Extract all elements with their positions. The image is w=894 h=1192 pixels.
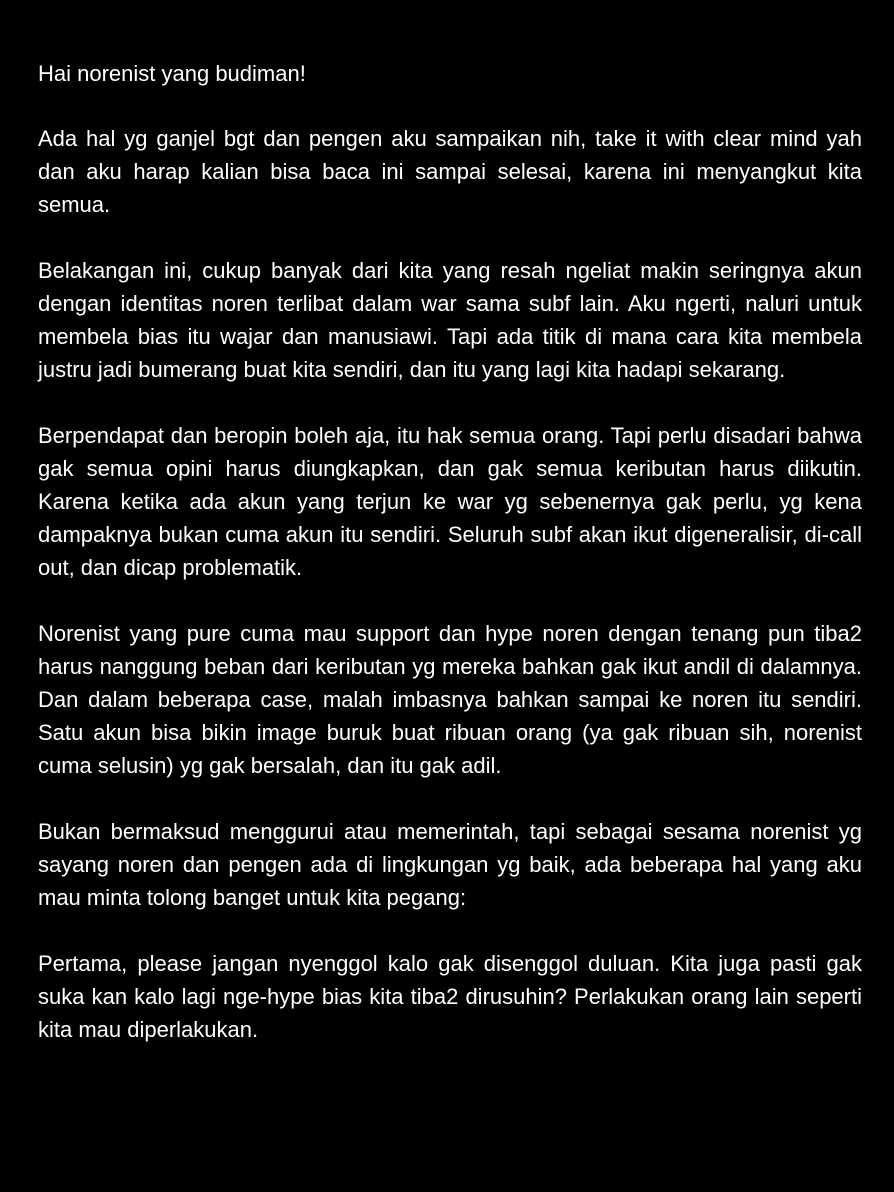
paragraph-request: Bukan bermaksud menggurui atau memerintah, tapi sebagai sesama norenist yg sayang noren dan pengen ada di lingkungan yg baik, ada beberapa hal yang aku mau minta tolong banget untuk kita pegang: [38, 819, 862, 910]
note-body [38, 57, 862, 1046]
greeting: Hai norenist yang budiman! [38, 61, 306, 86]
paragraph-intro: Ada hal yg ganjel bgt dan pengen aku sampaikan nih, take it with clear mind yah dan aku harap kalian bisa baca ini sampai selesai, karena ini menyangkut kita semua. [38, 126, 862, 217]
paragraph-opinion: Berpendapat dan beropin boleh aja, itu hak semua orang. Tapi perlu disadari bahwa gak semua opini harus diungkapkan, dan gak semua keributan harus diikutin. Karena ketika ada akun yang terjun ke war yg sebenernya gak perlu, yg kena dampaknya bukan cuma akun itu sendiri. Seluruh subf akan ikut digeneralisir, di-call out, dan dicap problematik. [38, 423, 862, 580]
paragraph-concern: Belakangan ini, cukup banyak dari kita yang resah ngeliat makin seringnya akun dengan identitas noren terlibat dalam war sama subf lain. Aku ngerti, naluri untuk membela bias itu wajar dan manusiawi. Tapi ada titik di mana cara kita membela justru jadi bumerang buat kita sendiri, dan itu yang lagi kita hadapi sekarang. [38, 258, 862, 382]
paragraph-first-point: Pertama, please jangan nyenggol kalo gak disenggol duluan. Kita juga pasti gak suka kan kalo lagi nge-hype bias kita tiba2 dirusuhin? Perlakukan orang lain seperti kita mau diperlakukan. [38, 951, 862, 1042]
paragraph-impact: Norenist yang pure cuma mau support dan hype noren dengan tenang pun tiba2 harus nanggung beban dari keributan yg mereka bahkan gak ikut andil di dalamnya. Dan dalam beberapa case, malah imbasnya bahkan sampai ke noren itu sendiri. Satu akun bisa bikin image buruk buat ribuan orang (ya gak ribuan sih, norenist cuma selusin) yg gak bersalah, dan itu gak adil. [38, 621, 862, 778]
